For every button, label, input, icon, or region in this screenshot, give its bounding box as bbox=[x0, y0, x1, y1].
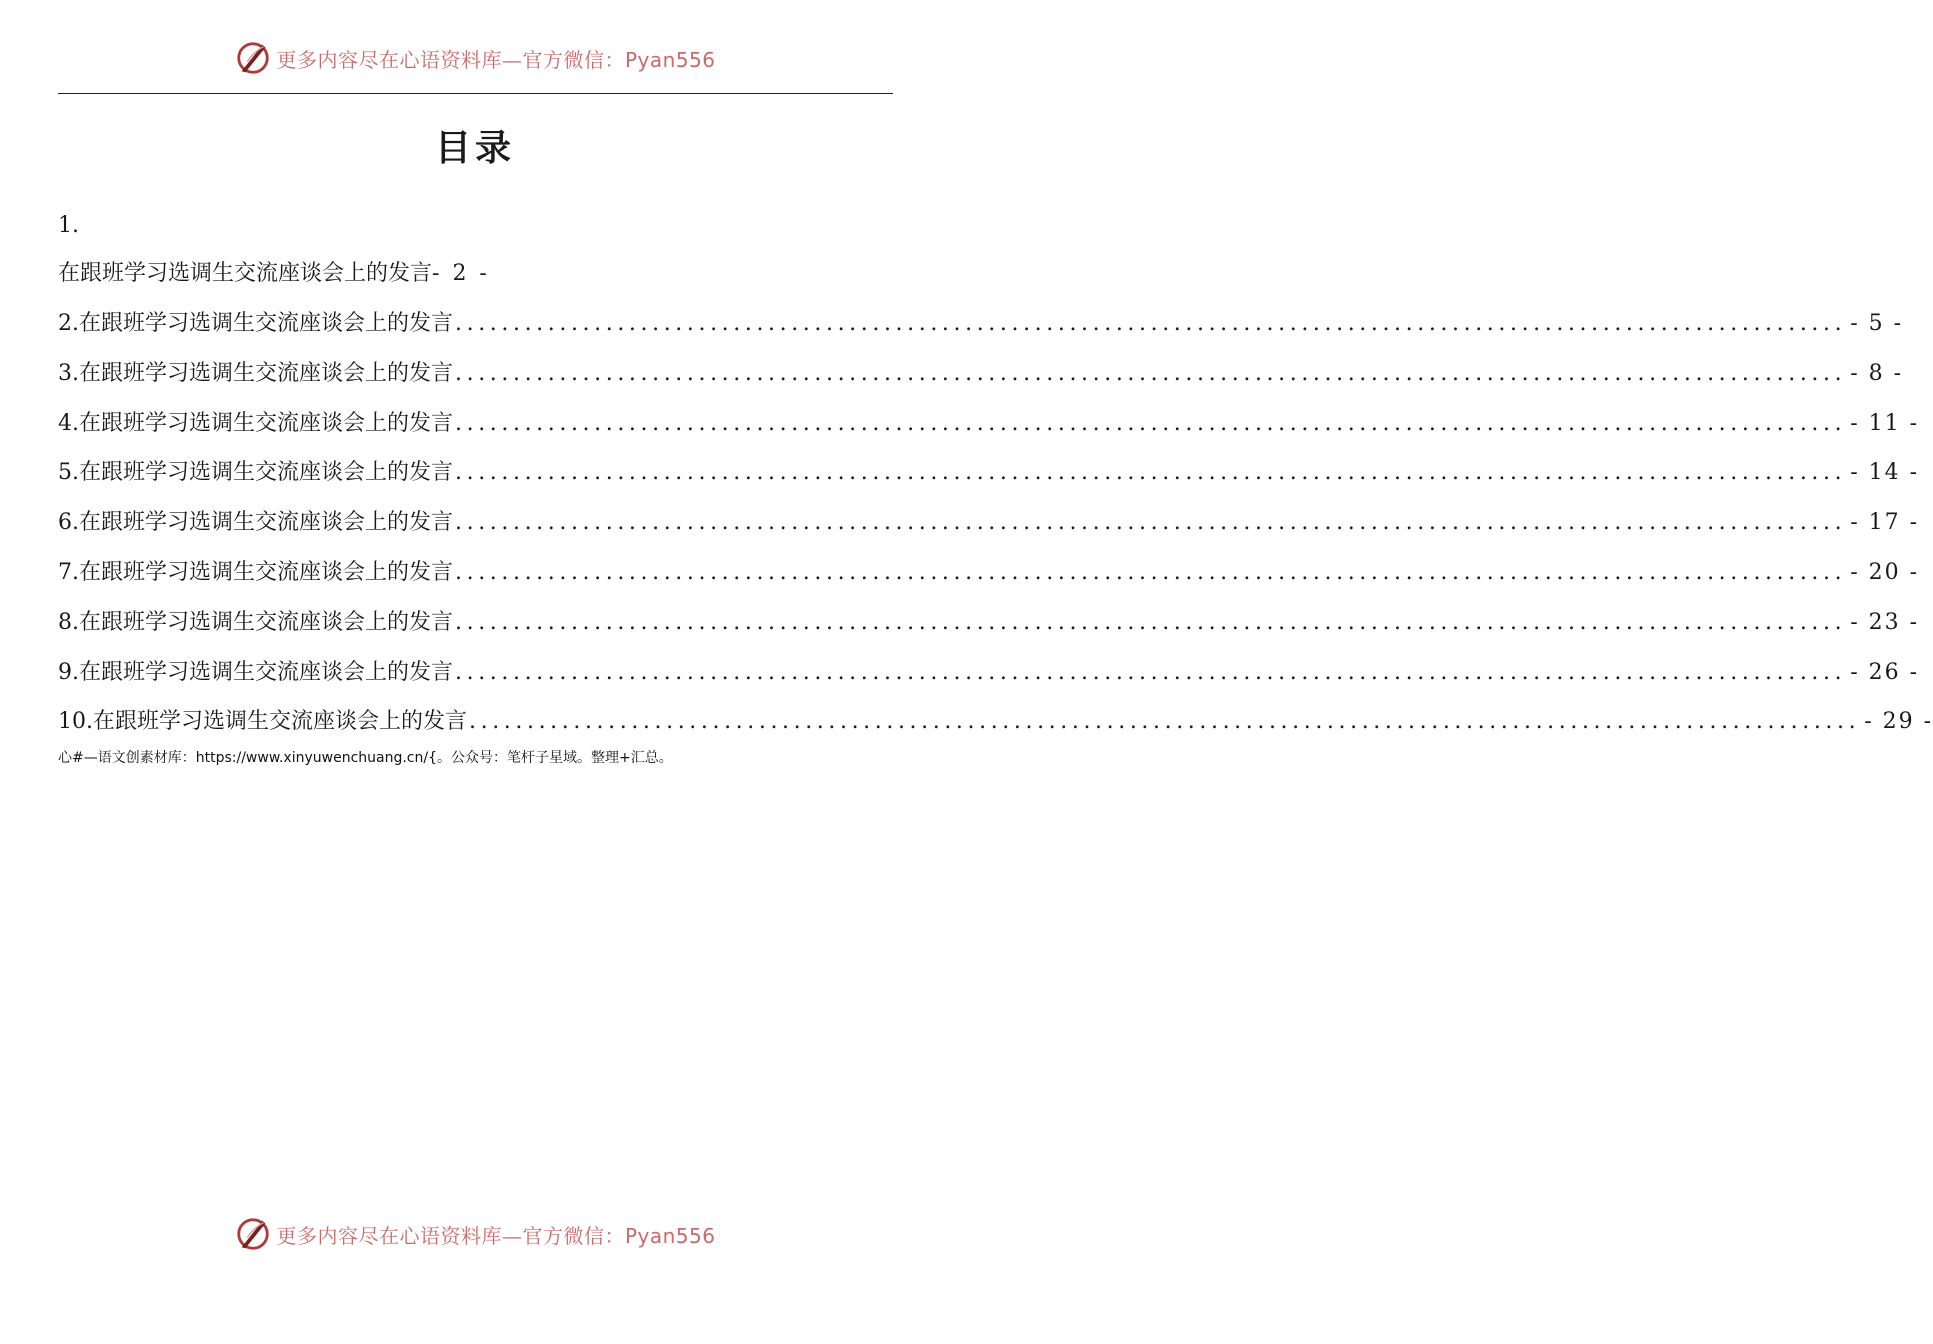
toc-item-page: - 5 - bbox=[1850, 311, 1904, 336]
toc-dot-leader: ........................................................................................................................ bbox=[455, 360, 1847, 386]
toc-item-number: 6. bbox=[58, 510, 79, 536]
toc-item-6[interactable] bbox=[58, 508, 1920, 538]
toc-item-8[interactable] bbox=[58, 608, 1920, 638]
banner-text: 更多内容尽在心语资料库—官方微信：Pyan556 bbox=[276, 47, 716, 72]
toc-dot-leader: ........................................................................................................................ bbox=[455, 609, 1847, 635]
toc-item-text: 在跟班学习选调生交流座谈会上的发言 bbox=[79, 510, 454, 536]
banner-text: 更多内容尽在心语资料库—官方微信：Pyan556 bbox=[276, 1223, 716, 1248]
toc-item-number: 7. bbox=[58, 560, 79, 585]
toc-item-number: 5. bbox=[58, 460, 79, 486]
toc-dot-leader: ........................................................................................................................ bbox=[455, 311, 1847, 336]
toc-dot-leader: ........................................................................................................................ bbox=[469, 709, 1861, 735]
toc-item-text: 在跟班学习选调生交流座谈会上的发言 bbox=[79, 311, 454, 336]
toc-item-page: - 14 - bbox=[1850, 460, 1920, 486]
header-rule bbox=[58, 93, 893, 94]
toc-item-page: - 23 - bbox=[1850, 609, 1920, 635]
footer-banner bbox=[0, 1212, 950, 1256]
toc-item-number: 8. bbox=[58, 609, 79, 635]
toc-item-page: - 8 - bbox=[1850, 360, 1904, 386]
toc-item-number: 4. bbox=[58, 410, 79, 436]
source-footnote: 心#—语文创素材库：https://www.xinyuwenchuang.cn/{。公众号：笔杆子星域。整理+汇总。 bbox=[58, 750, 673, 766]
toc-item-number: 2. bbox=[58, 311, 79, 336]
toc-item-text: 在跟班学习选调生交流座谈会上的发言 bbox=[79, 609, 454, 635]
toc-item-text: 在跟班学习选调生交流座谈会上的发言 bbox=[79, 560, 454, 585]
toc-item-text: 在跟班学习选调生交流座谈会上的发言 bbox=[79, 460, 454, 486]
header-banner bbox=[0, 36, 950, 80]
toc-item-page: - 11 - bbox=[1850, 410, 1920, 436]
toc-item-text: 在跟班学习选调生交流座谈会上的发言 bbox=[93, 709, 468, 735]
toc-dot-leader: ........................................................................................................................ bbox=[455, 510, 1847, 536]
toc-dot-leader: ........................................................................................................................ bbox=[455, 410, 1847, 436]
quill-logo-icon bbox=[234, 1215, 272, 1253]
toc-item-1-page: - 2 - bbox=[432, 261, 490, 286]
toc-item-text: 在跟班学习选调生交流座谈会上的发言 bbox=[79, 360, 454, 386]
toc-dot-leader: ........................................................................................................................ bbox=[455, 460, 1847, 486]
toc-dot-leader: ........................................................................................................................ bbox=[455, 560, 1847, 585]
toc-item-5[interactable] bbox=[58, 458, 1920, 488]
toc-item-10[interactable] bbox=[58, 707, 1933, 737]
toc-item-number: 3. bbox=[58, 360, 79, 386]
toc-item-number: 9. bbox=[58, 659, 79, 685]
toc-item-text: 在跟班学习选调生交流座谈会上的发言 bbox=[79, 659, 454, 685]
toc-dot-leader: ........................................................................................................................ bbox=[455, 659, 1847, 685]
toc-item-number: 10. bbox=[58, 709, 93, 735]
toc-item-9[interactable] bbox=[58, 658, 1920, 688]
toc-item-4[interactable] bbox=[58, 409, 1920, 439]
toc-item-7[interactable] bbox=[58, 558, 1920, 588]
toc-item-1-text: 在跟班学习选调生交流座谈会上的发言 bbox=[58, 261, 433, 286]
toc-item-page: - 17 - bbox=[1850, 510, 1920, 536]
toc-item-2[interactable] bbox=[58, 309, 1904, 339]
quill-logo-icon bbox=[234, 39, 272, 77]
toc-item-3[interactable] bbox=[58, 359, 1904, 389]
toc-item-page: - 29 - bbox=[1864, 709, 1933, 735]
toc-item-page: - 26 - bbox=[1850, 659, 1920, 685]
toc-item-1-number[interactable]: 1. bbox=[58, 213, 79, 238]
toc-item-text: 在跟班学习选调生交流座谈会上的发言 bbox=[79, 410, 454, 436]
toc-item-1[interactable] bbox=[58, 259, 893, 289]
toc-item-page: - 20 - bbox=[1850, 560, 1920, 585]
page-title: 目录 bbox=[434, 127, 515, 169]
